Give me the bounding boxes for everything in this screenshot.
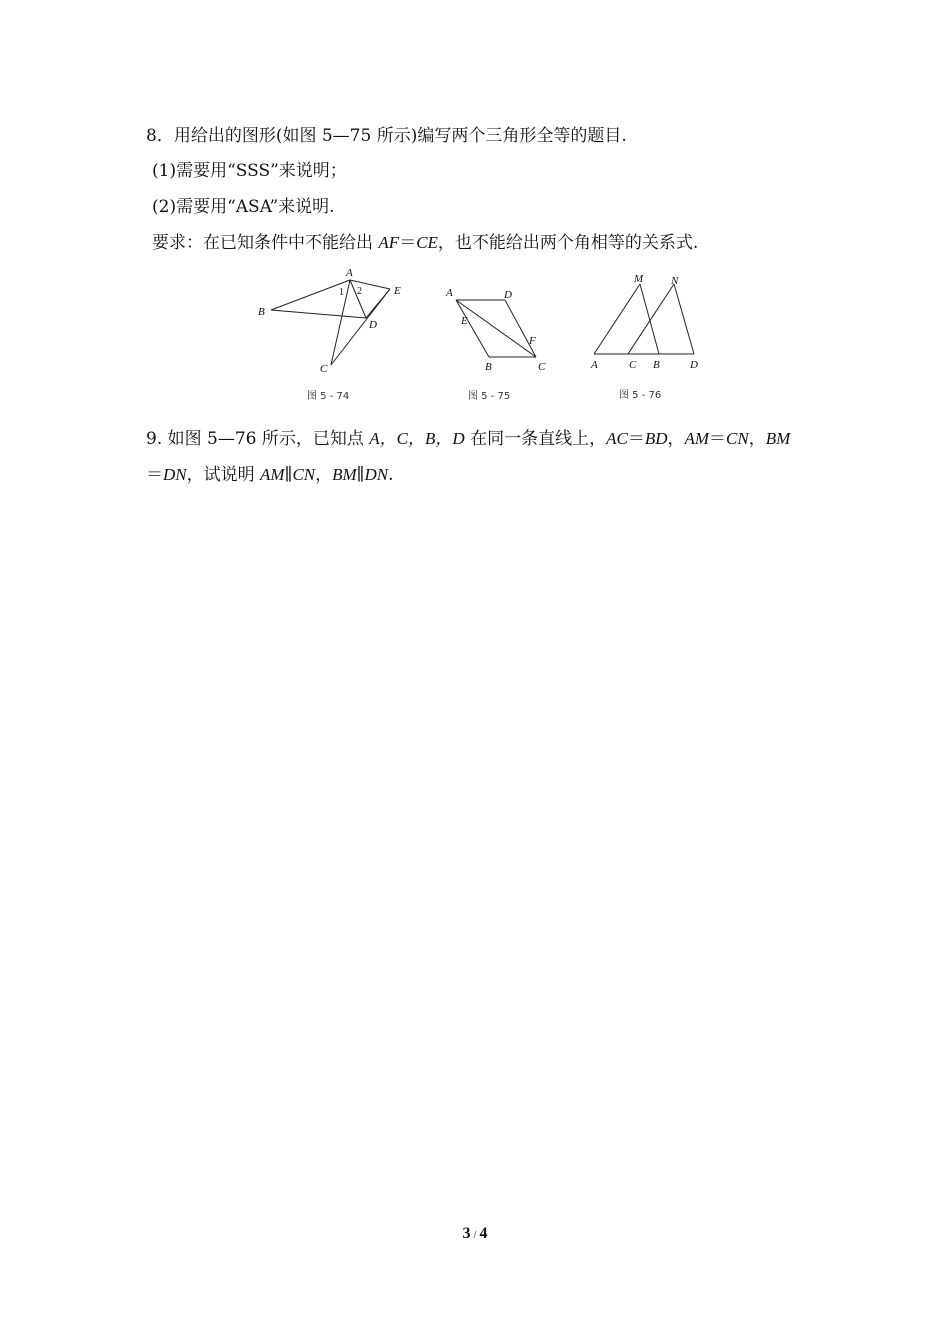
q9-line1: [146, 428, 790, 450]
figure-5-76: [585, 270, 715, 400]
q9-text-3: ，试说明: [186, 465, 261, 485]
page-current: 3: [462, 1225, 471, 1242]
fig75-label-f: F: [529, 335, 536, 347]
q8-req-af: AF: [378, 233, 400, 252]
fig75-caption: 图 5 - 75: [468, 391, 511, 402]
fig75-label-a: A: [446, 287, 453, 299]
q9-dn: DN: [163, 465, 187, 484]
fig76-label-a: A: [591, 359, 598, 371]
fig75-label-d: D: [504, 289, 512, 301]
fig75-label-e: E: [461, 315, 468, 327]
figure-5-74: [250, 262, 420, 402]
q9-dn-2: DN: [364, 465, 389, 484]
page-total: 4: [479, 1225, 488, 1242]
q8-requirement: [152, 232, 698, 254]
q9-comma-2: ，: [748, 429, 766, 449]
fig74-angle-1: 1: [339, 287, 344, 298]
q9-am-2: AM: [260, 465, 285, 484]
q9-comma-1: ，: [667, 429, 685, 449]
fig75-label-b: B: [485, 361, 492, 373]
q9-points: A，C，B，D: [369, 429, 465, 448]
fig74-label-a: A: [346, 267, 353, 279]
q8-sub2: (2)需要用“ASA”来说明.: [152, 197, 335, 217]
q9-parallel-2: ∥: [356, 465, 365, 485]
q8-sub1: (1)需要用“SSS”来说明；: [152, 161, 347, 181]
q8-req-text-b: ，也不能给出两个角相等的关系式.: [437, 233, 699, 253]
q9-parallel-1: ∥: [284, 465, 293, 485]
fig74-caption: 图 5 - 74: [307, 391, 350, 402]
q9-text-2: 在同一条直线上，: [464, 429, 607, 449]
q8-stem: 8．用给出的图形(如图 5—75 所示)编写两个三角形全等的题目.: [146, 126, 627, 146]
seg-CN: [628, 284, 674, 354]
q9-line2: [146, 464, 394, 486]
q9-cn-2: CN: [292, 465, 316, 484]
fig76-caption: 图 5 - 76: [619, 390, 662, 401]
seg-BA: [456, 300, 489, 357]
figure-5-75: [440, 282, 565, 402]
seg-ND: [674, 284, 694, 354]
seg-AC: [456, 300, 536, 357]
q9-bd: BD: [644, 429, 668, 448]
fig74-angle-2: 2: [357, 286, 362, 297]
page-separator: /: [473, 1229, 477, 1241]
q9-eq-2: ＝: [709, 429, 727, 449]
q9-comma-3: ，: [315, 465, 333, 485]
fig76-label-m: M: [634, 273, 644, 285]
seg-AM: [594, 284, 640, 354]
q9-eq-1: ＝: [627, 429, 645, 449]
q9-bm: BM: [765, 429, 791, 448]
fig76-label-b: B: [653, 359, 660, 371]
q9-cn: CN: [726, 429, 749, 448]
fig74-label-d: D: [369, 319, 377, 331]
q9-ac: AC: [606, 429, 628, 448]
q8-req-ce: CE: [416, 233, 438, 252]
seg-AE: [350, 280, 390, 289]
q9-eq-3: ＝: [146, 465, 163, 485]
fig75-label-c: C: [538, 361, 546, 373]
fig76-label-d: D: [690, 359, 698, 371]
fig74-label-c: C: [320, 363, 328, 375]
seg-DC: [505, 300, 536, 357]
fig74-label-b: B: [258, 306, 265, 318]
q9-text-1: 9. 如图 5—76 所示，已知点: [146, 429, 370, 449]
q8-req-text-a: 要求：在已知条件中不能给出: [152, 233, 379, 253]
page-number: [0, 1225, 950, 1243]
seg-BD: [271, 310, 366, 318]
q9-period: .: [388, 465, 394, 485]
fig76-label-n: N: [671, 275, 679, 287]
q9-bm-2: BM: [332, 465, 357, 484]
seg-MB: [640, 284, 659, 354]
fig74-label-e: E: [394, 285, 401, 297]
q8-req-eq: ＝: [399, 233, 417, 253]
q9-am: AM: [684, 429, 710, 448]
fig76-label-c: C: [629, 359, 637, 371]
